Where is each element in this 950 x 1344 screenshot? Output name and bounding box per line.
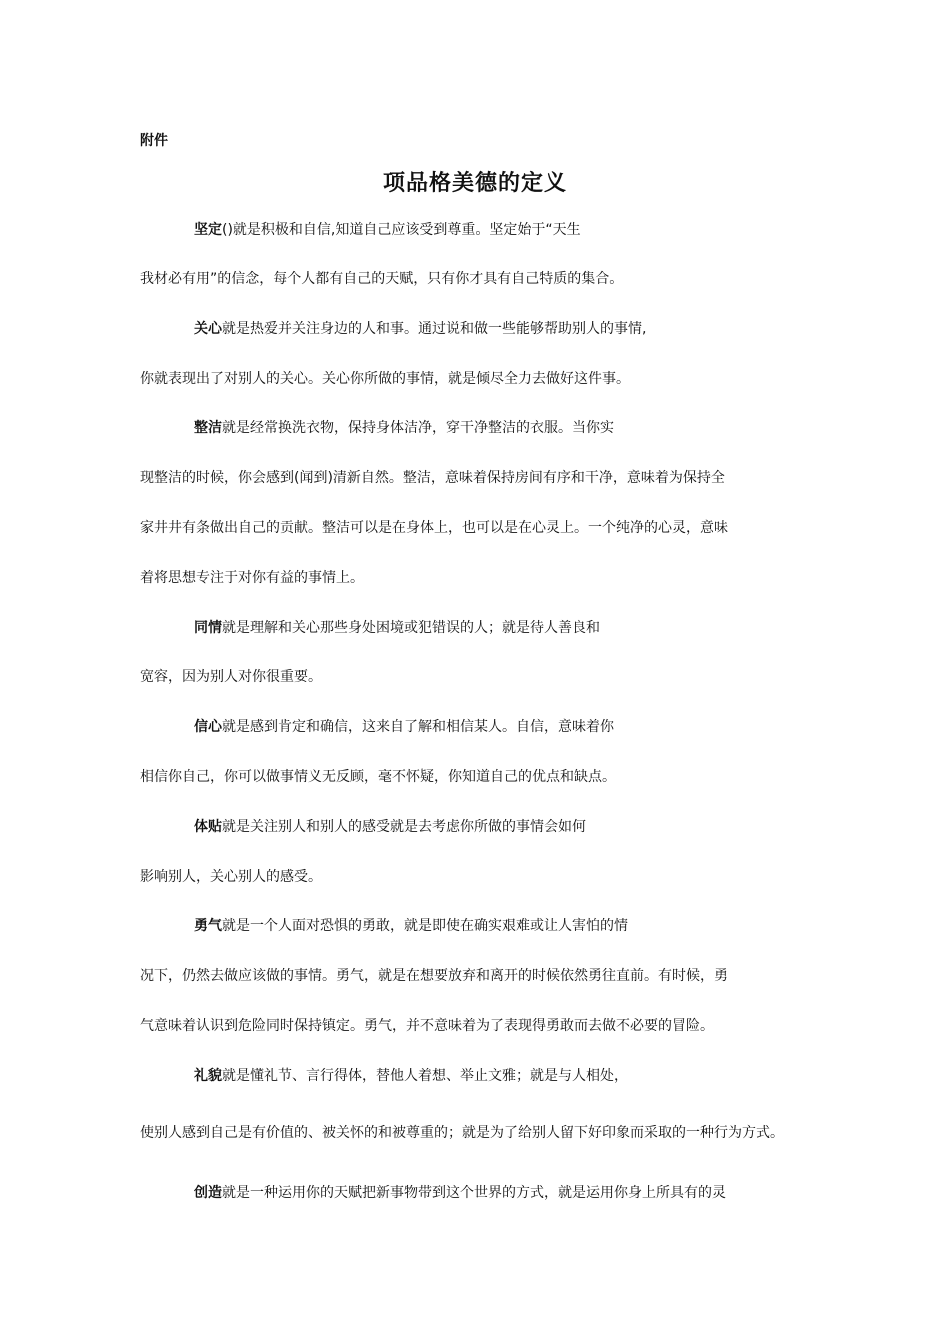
term-creativity: 创造 [194,1185,222,1201]
paragraph-courage-line-2: 况下，仍然去做应该做的事情。勇气，就是在想要放弃和离开的时候依然勇往直前。有时候，勇 [140,968,728,984]
paragraph-creativity-line-1 [194,1184,820,1202]
text-cleanliness-1: 就是经常换洗衣物，保持身体洁净，穿干净整洁的衣服。当你实 [222,420,614,436]
text-courage-1: 就是一个人面对恐惧的勇敢，就是即使在确实艰难或让人害怕的情 [222,918,628,934]
paragraph-cleanliness-line-2: 现整洁的时候，你会感到(闻到)清新自然。整洁，意味着保持房间有序和干净，意味着为保持全 [140,470,725,486]
paragraph-care-line-1 [194,320,820,338]
term-care: 关心 [194,321,222,337]
paragraph-cleanliness-line-1 [194,419,820,437]
term-cleanliness: 整洁 [194,420,222,436]
attachment-label: 附件 [140,133,168,149]
term-courtesy: 礼貌 [194,1068,222,1084]
paragraph-confidence-line-1 [194,718,820,736]
paragraph-confidence-line-2: 相信你自己，你可以做事情义无反顾，毫不怀疑，你知道自己的优点和缺点。 [140,769,616,785]
text-creativity-1: 就是一种运用你的天赋把新事物带到这个世界的方式，就是运用你身上所具有的灵 [222,1185,726,1201]
text-compassion-1: 就是理解和关心那些身处困境或犯错误的人；就是待人善良和 [222,620,600,636]
paragraph-compassion-line-2: 宽容，因为别人对你很重要。 [140,669,322,685]
paragraph-cleanliness-line-3: 家井井有条做出自己的贡献。整洁可以是在身体上，也可以是在心灵上。一个纯净的心灵，意味 [140,520,728,536]
text-courtesy-1: 就是懂礼节、言行得体，替他人着想、举止文雅；就是与人相处， [222,1068,628,1084]
term-consideration: 体贴 [194,819,222,835]
text-care-1: 就是热爱并关注身边的人和事。通过说和做一些能够帮助别人的事情, [222,321,647,337]
text-confidence-1: 就是感到肯定和确信，这来自了解和相信某人。自信，意味着你 [222,719,614,735]
paragraph-care-line-2: 你就表现出了对别人的关心。关心你所做的事情，就是倾尽全力去做好这件事。 [140,371,630,387]
text-firmness-1: ()就是积极和自信,知道自己应该受到尊重。坚定始于“天生 [222,222,581,238]
paragraph-firmness-line-2: 我材必有用”的信念，每个人都有自己的天赋，只有你才具有自己特质的集合。 [140,271,624,287]
term-courage: 勇气 [194,918,222,934]
term-confidence: 信心 [194,719,222,735]
paragraph-firmness-line-1 [194,221,820,239]
document-title: 项品格美德的定义 [382,171,567,196]
paragraph-consideration-line-1 [194,818,820,836]
paragraph-consideration-line-2: 影响别人，关心别人的感受。 [140,869,322,885]
paragraph-compassion-line-1 [194,619,820,637]
paragraph-cleanliness-line-4: 着将思想专注于对你有益的事情上。 [140,570,364,586]
term-firmness: 坚定 [194,222,222,238]
paragraph-courtesy-line-1 [194,1067,820,1085]
term-compassion: 同情 [194,620,222,636]
paragraph-courtesy-line-2: 使别人感到自己是有价值的、被关怀的和被尊重的；就是为了给别人留下好印象而采取的一种行为方式。 [140,1125,784,1141]
text-consideration-1: 就是关注别人和别人的感受就是去考虑你所做的事情会如何 [222,819,586,835]
paragraph-courage-line-1 [194,917,820,935]
paragraph-courage-line-3: 气意味着认识到危险同时保持镇定。勇气，并不意味着为了表现得勇敢而去做不必要的冒险。 [140,1018,714,1034]
